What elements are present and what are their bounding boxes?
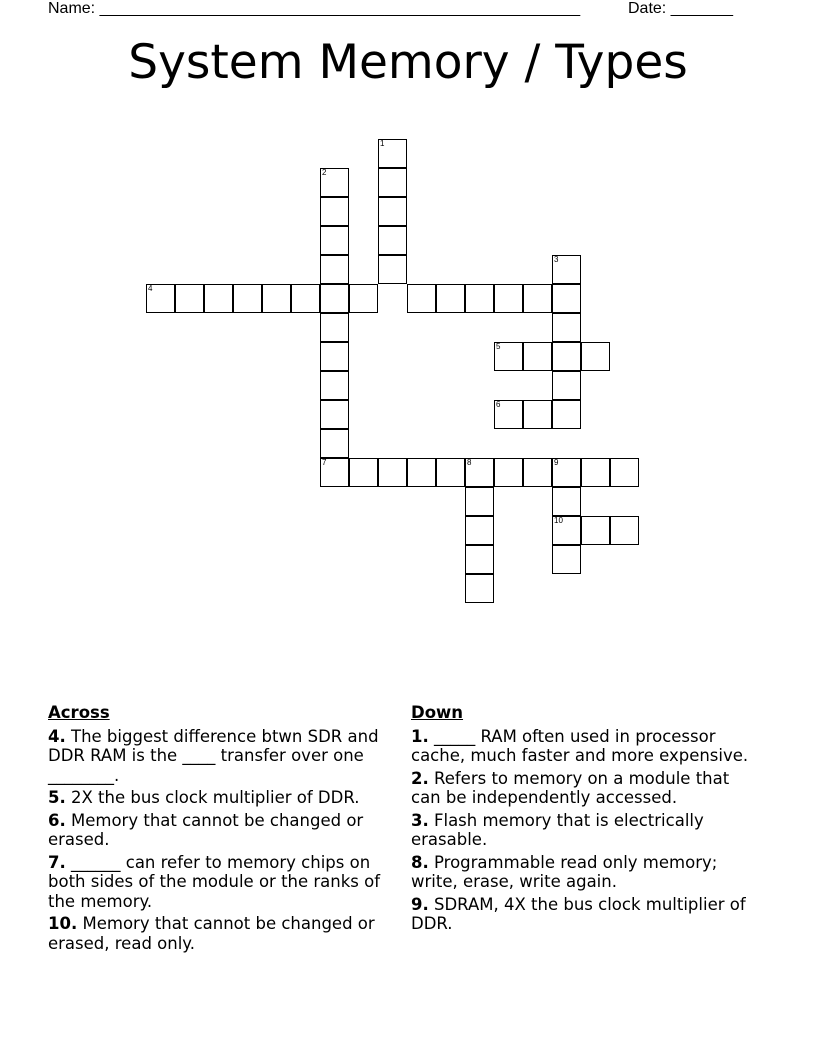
grid-cell[interactable] [465,458,494,487]
across-clue [48,811,400,850]
clue-number: 4. [48,726,66,746]
clue-number: 1 [380,139,385,148]
grid-cell[interactable] [320,226,349,255]
grid-cell[interactable] [436,458,465,487]
grid-cell[interactable] [465,516,494,545]
clue-number: 2 [322,168,327,177]
page-title: System Memory / Types [128,35,688,90]
grid-cell[interactable] [233,284,262,313]
across-clues [48,703,400,956]
clue-number: 6. [48,810,66,830]
across-clue [48,788,400,808]
grid-cell[interactable] [349,458,378,487]
clue-text: The biggest difference btwn SDR and DDR RAM is the ____ transfer over one ________. [48,726,379,785]
down-clue [411,895,759,934]
grid-cell[interactable] [204,284,233,313]
down-clue [411,853,759,892]
grid-cell[interactable] [320,197,349,226]
clue-number: 4 [148,284,153,293]
grid-cell[interactable] [378,197,407,226]
clue-number: 9. [411,894,429,914]
grid-cell[interactable] [262,284,291,313]
grid-cell[interactable] [610,516,639,545]
grid-cell[interactable] [320,313,349,342]
grid-cell[interactable] [581,516,610,545]
grid-cell[interactable] [523,284,552,313]
down-clues [411,703,759,937]
grid-cell[interactable] [378,226,407,255]
clue-number: 3. [411,810,429,830]
grid-cell[interactable] [465,487,494,516]
clue-number: 2. [411,768,429,788]
clue-number: 5 [496,342,501,351]
grid-cell[interactable] [465,545,494,574]
name-field[interactable]: Name: ______________________________________________________ [48,0,581,17]
grid-cell[interactable] [320,458,349,487]
grid-cell[interactable] [407,458,436,487]
grid-cell[interactable] [320,168,349,197]
grid-cell[interactable] [320,255,349,284]
grid-cell[interactable] [610,458,639,487]
clue-number: 10 [554,516,563,525]
grid-cell[interactable] [552,458,581,487]
grid-cell[interactable] [523,342,552,371]
grid-cell[interactable] [436,284,465,313]
grid-cell[interactable] [494,342,523,371]
grid-cell[interactable] [320,342,349,371]
grid-cell[interactable] [407,284,436,313]
grid-cell[interactable] [552,516,581,545]
grid-cell[interactable] [552,284,581,313]
grid-cell[interactable] [552,313,581,342]
across-clue [48,914,400,953]
grid-cell[interactable] [494,400,523,429]
clue-text: Memory that cannot be changed or erased, read only. [48,914,375,953]
grid-cell[interactable] [378,168,407,197]
grid-cell[interactable] [146,284,175,313]
grid-cell[interactable] [349,284,378,313]
down-clue [411,811,759,850]
clue-text: Refers to memory on a module that can be independently accessed. [411,768,730,807]
across-heading: Across [48,703,110,722]
grid-cell[interactable] [552,545,581,574]
across-clue-list [48,727,400,954]
clue-number: 1. [411,726,429,746]
clue-number: 7 [322,458,327,467]
clue-number: 8. [411,852,429,872]
clue-number: 3 [554,255,559,264]
across-clue [48,853,400,912]
grid-cell[interactable] [581,342,610,371]
date-field[interactable]: Date: _______ [628,0,733,17]
grid-cell[interactable] [494,284,523,313]
grid-cell[interactable] [552,487,581,516]
clue-number: 9 [554,458,559,467]
clue-text: ______ can refer to memory chips on both sides of the module or the ranks of the memory. [48,852,381,911]
grid-cell[interactable] [291,284,320,313]
clue-text: Memory that cannot be changed or erased. [48,810,364,849]
clue-number: 10. [48,914,78,933]
grid-cell[interactable] [494,458,523,487]
clue-text: 2X the bus clock multiplier of DDR. [71,788,360,807]
grid-cell[interactable] [552,371,581,400]
grid-cell[interactable] [320,284,349,313]
grid-cell[interactable] [465,284,494,313]
grid-cell[interactable] [378,139,407,168]
grid-cell[interactable] [320,371,349,400]
grid-cell[interactable] [552,342,581,371]
grid-cell[interactable] [320,429,349,458]
clue-text: Flash memory that is electrically erasable. [411,810,704,849]
grid-cell[interactable] [552,400,581,429]
clue-number: 5. [48,788,66,807]
clue-text: Programmable read only memory; write, erase, write again. [411,852,718,891]
across-clue [48,727,400,786]
grid-cell[interactable] [581,458,610,487]
down-clue-list [411,727,759,934]
clue-text: _____ RAM often used in processor cache, much faster and more expensive. [411,726,749,765]
clue-text: SDRAM, 4X the bus clock multiplier of DDR. [411,894,746,933]
grid-cell[interactable] [320,400,349,429]
down-heading: Down [411,703,464,722]
clue-number: 7. [48,852,66,872]
down-clue [411,727,759,766]
grid-cell[interactable] [378,458,407,487]
down-clue [411,769,759,808]
grid-cell[interactable] [523,458,552,487]
clue-number: 6 [496,400,501,409]
grid-cell[interactable] [378,255,407,284]
grid-cell[interactable] [175,284,204,313]
grid-cell[interactable] [552,255,581,284]
clue-number: 8 [467,458,472,467]
grid-cell[interactable] [465,574,494,603]
grid-cell[interactable] [523,400,552,429]
